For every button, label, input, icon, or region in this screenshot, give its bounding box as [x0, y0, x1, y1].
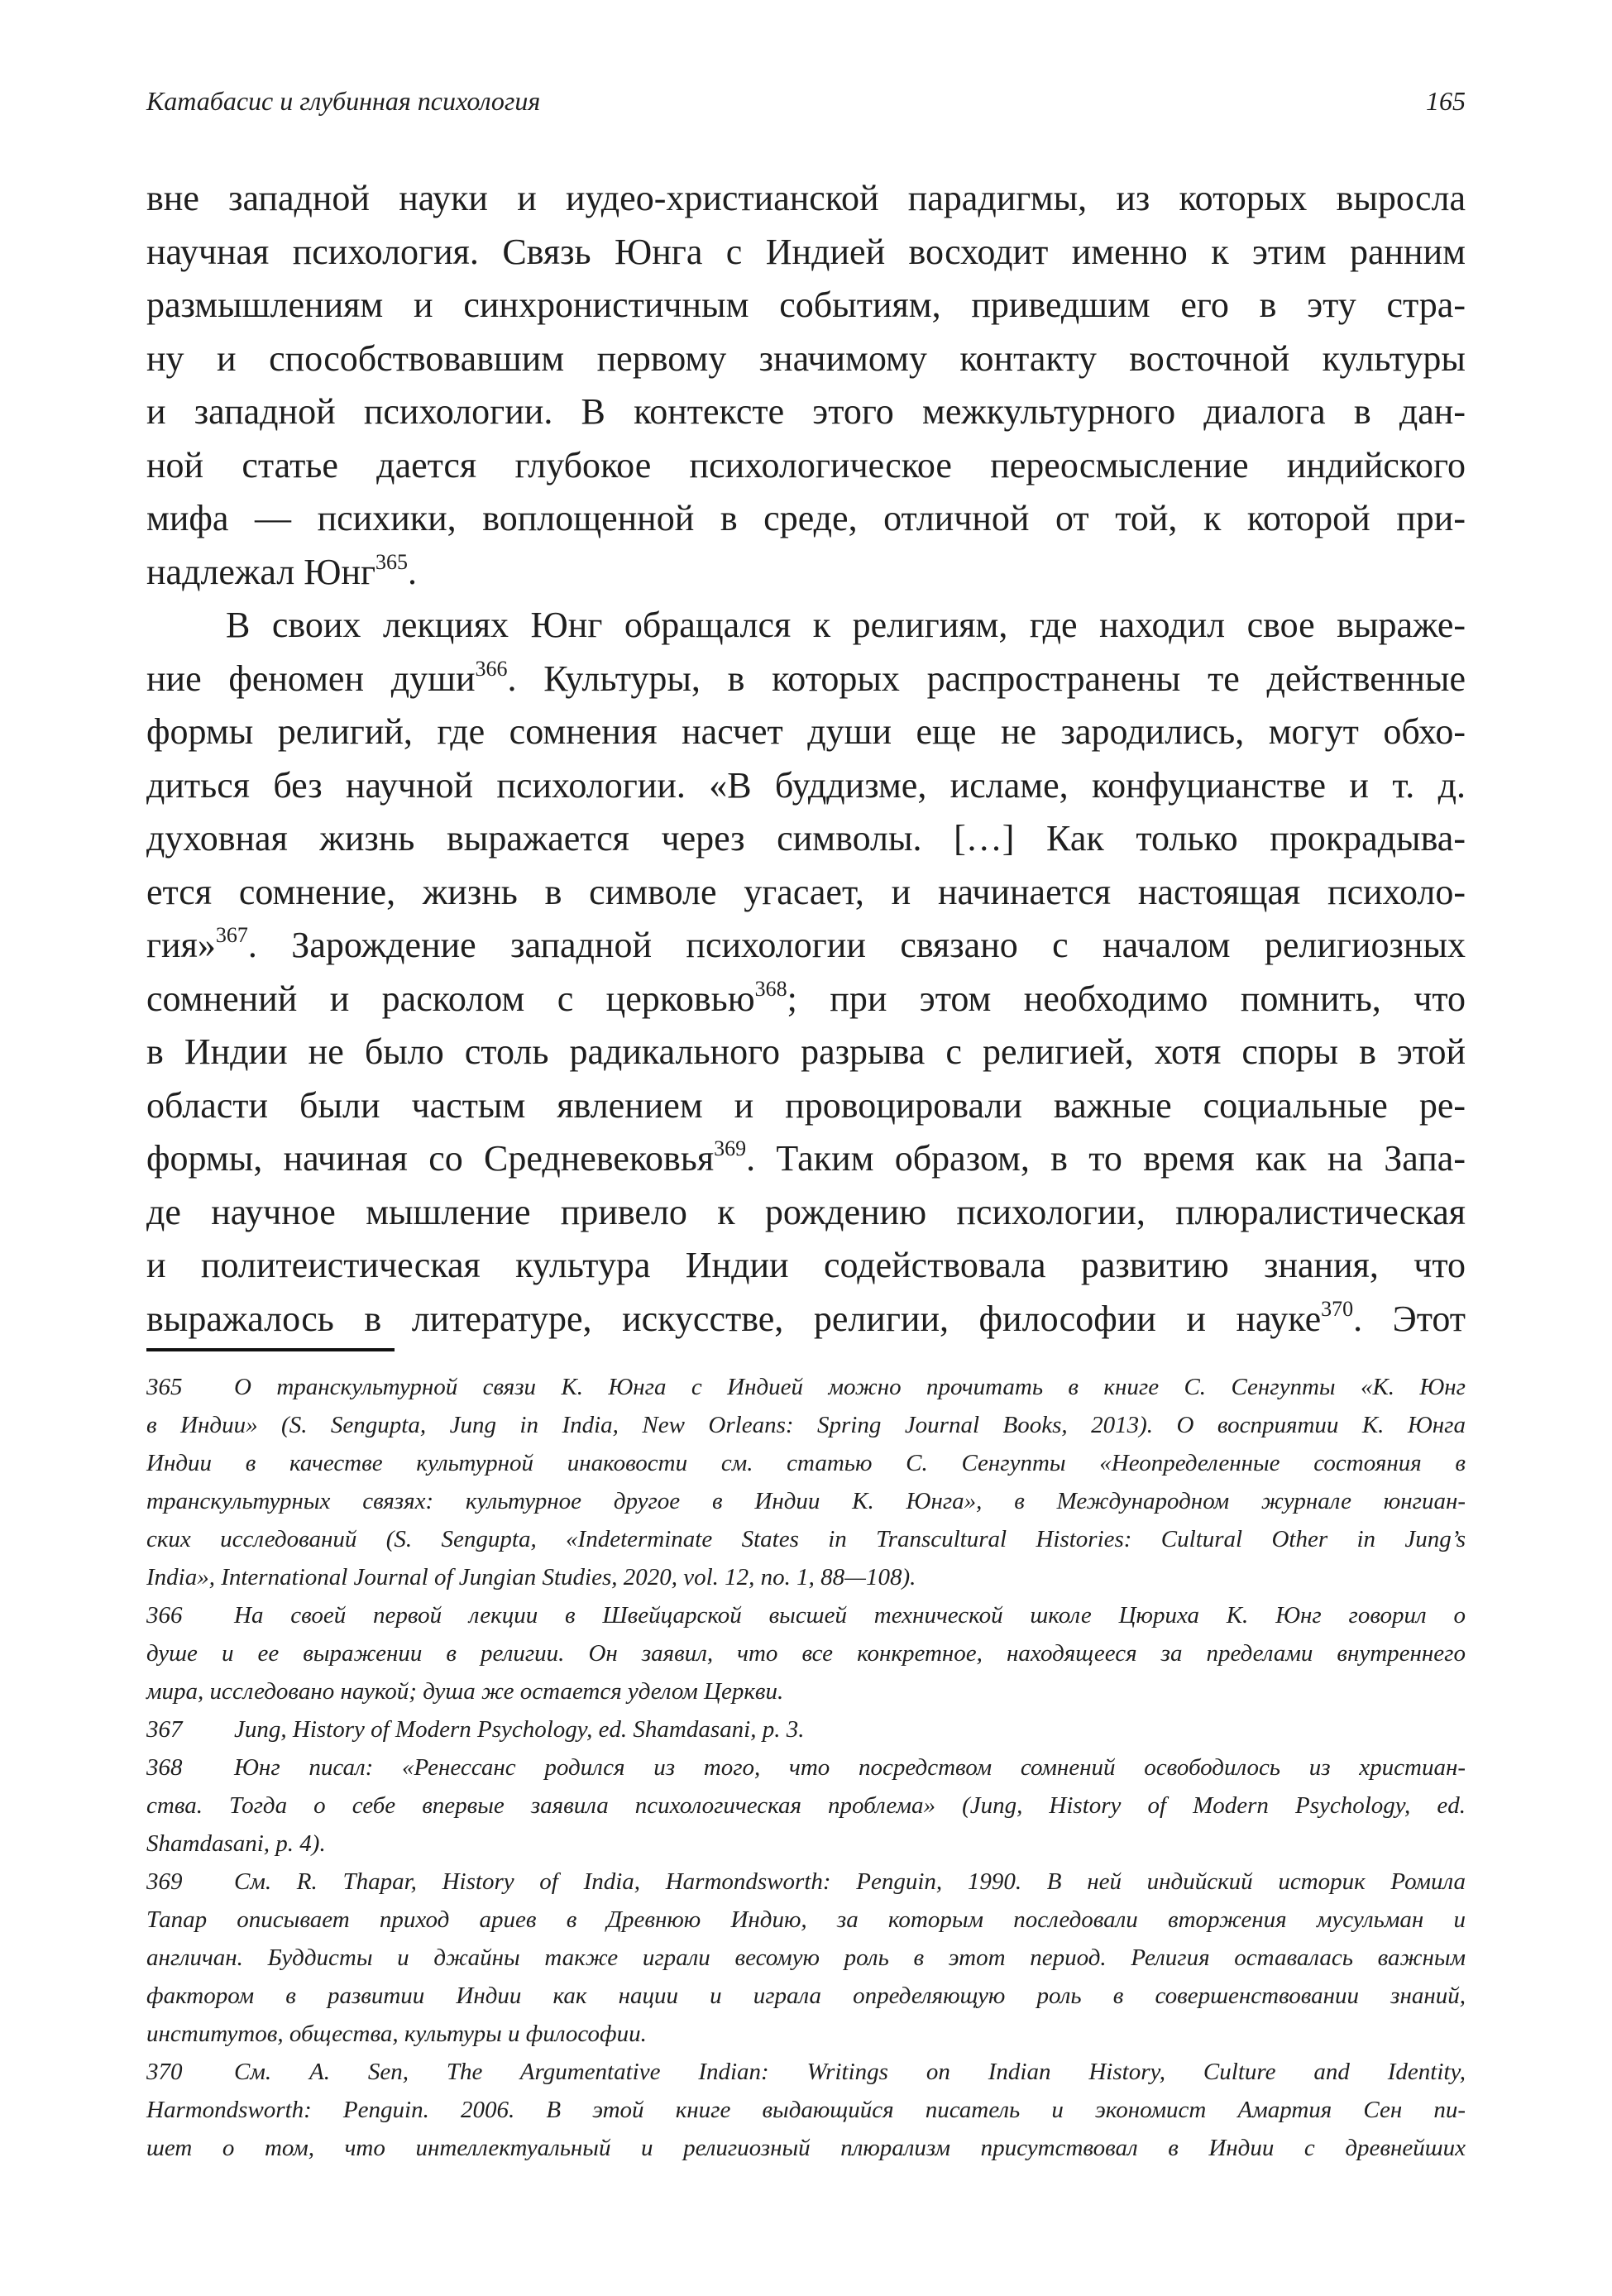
text-segment: формы религий, где сомнения насчет души еще не зародились, могут обхо- — [146, 711, 1466, 752]
footnote-text: транскультурных связях: культурное другое в Индии К. Юнга», в Международном журнале юнгиан- — [146, 1488, 1466, 1514]
footnote-line — [146, 1596, 1466, 1634]
footnote-text: На своей первой лекции в Швейцарской высшей технической школе Цюриха К. Юнг говорил о — [234, 1602, 1466, 1629]
footnote-text: фактором в развитии Индии как нации и играла определяющую роль в совершенствовании знаний, — [146, 1983, 1466, 2009]
text-segment: . — [408, 551, 418, 592]
text-segment: ние феномен души — [146, 658, 476, 699]
text-line — [146, 599, 1466, 653]
text-segment: выражалось в литературе, искусстве, религии, философии и науке — [146, 1298, 1322, 1339]
text-segment: размышлениям и синхронистичным событиям, приведшим его в эту стра- — [146, 285, 1466, 325]
footnote-line — [146, 1901, 1466, 1939]
text-segment: В своих лекциях Юнг обращался к религиям, где находил свое выраже- — [226, 605, 1466, 645]
footnote-text: Индии в качестве культурной инаковости см. статью С. Сенгупты «Неопределенные состояния в — [146, 1450, 1466, 1476]
text-line — [146, 172, 1466, 226]
footnote-text: См. A. Sen, The Argumentative Indian: Writings on Indian History, Culture and Identity, — [234, 2059, 1466, 2085]
footnote-text: в Индии» (S. Sengupta, Jung in India, New Orleans: Spring Journal Books, 2013). О восприятии К. Юнга — [146, 1412, 1466, 1438]
footnote-text: Harmondsworth: Penguin. 2006. В этой книге выдающийся писатель и экономист Амартия Сен пи- — [146, 2097, 1466, 2123]
text-segment: . Культуры, в которых распространены те действенные — [507, 658, 1466, 699]
text-segment: мифа — психики, воплощенной в среде, отличной от той, к которой при- — [146, 498, 1466, 538]
text-line — [146, 1026, 1466, 1079]
footnote-line — [146, 1482, 1466, 1520]
footnote-number: 369 — [146, 1868, 183, 1895]
footnote-text: институтов, общества, культуры и философии. — [146, 2021, 647, 2047]
footnote-line — [146, 2129, 1466, 2167]
footnote-text: шет о том, что интеллектуальный и религиозный плюрализм присутствовал в Индии с древнейших — [146, 2135, 1466, 2161]
text-line — [146, 706, 1466, 759]
text-line — [146, 439, 1466, 493]
footnote-ref: 368 — [754, 976, 787, 1001]
footnote-number: 366 — [146, 1602, 183, 1629]
footnote — [146, 1368, 1466, 1596]
text-line — [146, 759, 1466, 813]
text-line — [146, 866, 1466, 920]
footnote-line — [146, 1672, 1466, 1710]
footnote-line — [146, 1444, 1466, 1482]
footnote-line — [146, 1977, 1466, 2015]
text-segment: ется сомнение, жизнь в символе угасает, и начинается настоящая психоло- — [146, 871, 1466, 912]
footnote — [146, 2053, 1466, 2167]
footnote — [146, 1710, 1466, 1748]
footnote-line — [146, 1710, 1466, 1748]
footnote-ref: 365 — [375, 549, 409, 574]
footnote-text: Юнг писал: «Ренессанс родился из того, что посредством сомнений освободилось из христиан- — [234, 1754, 1466, 1781]
footnote — [146, 1748, 1466, 1863]
footnote-text: мира, исследовано наукой; душа же остается уделом Церкви. — [146, 1678, 784, 1705]
footnote-text: О транскультурной связи К. Юнга с Индией можно прочитать в книге С. Сенгупты «К. Юнг — [234, 1374, 1466, 1400]
text-segment: духовная жизнь выражается через символы. […] Как только прокрадыва- — [146, 818, 1466, 859]
text-segment: области были частым явлением и провоцировали важные социальные ре- — [146, 1084, 1466, 1126]
footnote-text: ства. Тогда о себе впервые заявила психологическая проблема» (Jung, History of Modern Psychology, ed. — [146, 1792, 1466, 1819]
main-text — [146, 172, 1466, 1346]
footnote-text: India», International Journal of Jungian Studies, 2020, vol. 12, no. 1, 88—108). — [146, 1564, 916, 1590]
text-segment: формы, начиная со Средневековья — [146, 1138, 715, 1179]
text-line — [146, 653, 1466, 706]
text-segment: вне западной науки и иудео-христианской парадигмы, из которых выросла — [146, 178, 1466, 218]
footnote — [146, 1863, 1466, 2053]
text-line — [146, 332, 1466, 386]
footnote-text: ских исследований (S. Sengupta, «Indeterminate States in Transcultural Histories: Cultural Other in Jung’s — [146, 1526, 1466, 1552]
footnote-line — [146, 2053, 1466, 2091]
text-line — [146, 973, 1466, 1026]
text-line — [146, 812, 1466, 866]
footnote-line — [146, 1863, 1466, 1901]
footnote-number: 370 — [146, 2059, 183, 2085]
footnote-line — [146, 1787, 1466, 1825]
text-segment: ; при этом необходимо помнить, что — [787, 978, 1466, 1019]
footnote-line — [146, 2015, 1466, 2053]
text-segment: диться без научной психологии. «В буддизме, исламе, конфуцианстве и т. д. — [146, 764, 1466, 806]
footnote-text: англичан. Буддисты и джайны также играли весомую роль в этот период. Религия оставалась важным — [146, 1944, 1466, 1971]
footnote-line — [146, 1634, 1466, 1672]
footnote-text: Shamdasani, p. 4). — [146, 1830, 326, 1857]
text-segment: ну и способствовавшим первому значимому контакту восточной культуры — [146, 337, 1466, 379]
footnote-ref: 369 — [714, 1136, 747, 1160]
text-line — [146, 385, 1466, 439]
footnote-line — [146, 2091, 1466, 2129]
footnote-line — [146, 1825, 1466, 1863]
text-segment: и западной психологии. В контексте этого межкультурного диалога в дан- — [146, 391, 1466, 432]
text-line — [146, 919, 1466, 973]
text-line — [146, 1132, 1466, 1186]
text-segment: надлежал Юнг — [146, 551, 376, 592]
text-line — [146, 226, 1466, 280]
page-number: 165 — [1426, 86, 1466, 116]
text-line — [146, 1293, 1466, 1347]
text-line — [146, 1239, 1466, 1293]
text-segment: и политеистическая культура Индии содействовала развитию знания, что — [146, 1245, 1466, 1285]
text-segment: . Этот — [1353, 1298, 1466, 1339]
footnotes — [146, 1368, 1466, 2167]
text-segment: научная психология. Связь Юнга с Индией восходит именно к этим ранним — [146, 231, 1466, 272]
footnote-line — [146, 1748, 1466, 1787]
footnote-ref: 370 — [1321, 1296, 1354, 1321]
footnote — [146, 1596, 1466, 1710]
footnote-text: Тапар описывает приход ариев в Древнюю Индию, за которым последовали вторжения мусульман и — [146, 1906, 1466, 1933]
footnote-line — [146, 1939, 1466, 1977]
text-line — [146, 546, 1466, 600]
text-segment: де научное мышление привело к рождению психологии, плюралистическая — [146, 1191, 1466, 1232]
text-line — [146, 1186, 1466, 1240]
text-line — [146, 279, 1466, 332]
text-segment: сомнений и расколом с церковью — [146, 978, 755, 1019]
text-segment: . Зарождение западной психологии связано с началом религиозных — [247, 925, 1466, 965]
text-segment: гия» — [146, 925, 216, 965]
footnote-ref: 366 — [475, 656, 508, 681]
footnote-text: См. R. Thapar, History of India, Harmondsworth: Penguin, 1990. В ней индийский историк Ромила — [234, 1868, 1466, 1895]
footnote-line — [146, 1368, 1466, 1406]
running-header-title: Катабасис и глубинная психология — [146, 86, 541, 116]
footnote-separator — [146, 1348, 395, 1351]
footnote-line — [146, 1520, 1466, 1558]
text-line — [146, 1079, 1466, 1133]
text-line — [146, 492, 1466, 546]
footnote-text: Jung, History of Modern Psychology, ed. Shamdasani, p. 3. — [234, 1716, 805, 1743]
footnote-line — [146, 1558, 1466, 1596]
footnote-number: 368 — [146, 1754, 183, 1781]
footnote-number: 365 — [146, 1374, 183, 1400]
footnote-text: душе и ее выражении в религии. Он заявил, что все конкретное, находящееся за пределами внутреннего — [146, 1640, 1466, 1667]
footnote-ref: 367 — [215, 923, 248, 947]
text-segment: ной статье дается глубокое психологическое переосмысление индийского — [146, 444, 1466, 486]
text-segment: . Таким образом, в то время как на Запа- — [746, 1138, 1466, 1179]
text-segment: в Индии не было столь радикального разрыва с религией, хотя споры в этой — [146, 1031, 1466, 1072]
footnote-line — [146, 1406, 1466, 1444]
footnote-number: 367 — [146, 1716, 183, 1743]
